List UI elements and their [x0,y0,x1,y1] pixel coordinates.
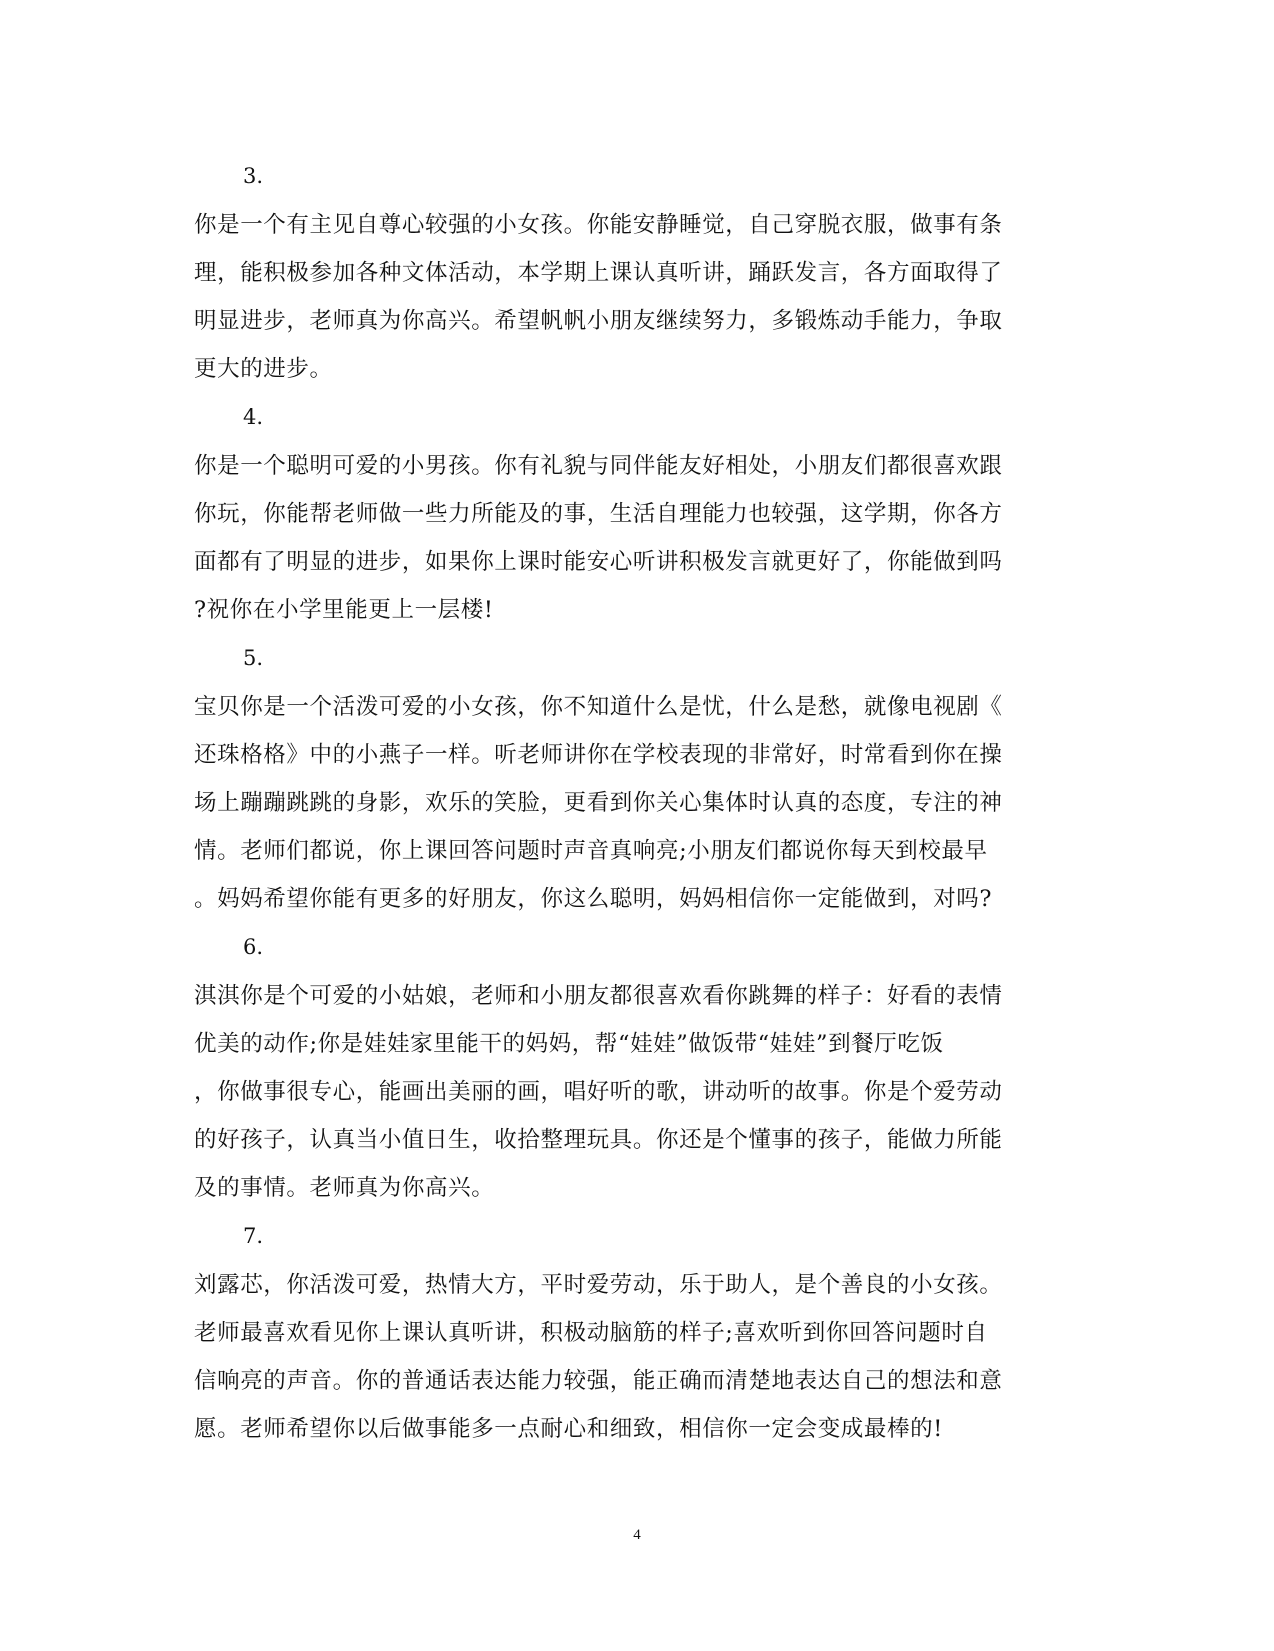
comment-section [194,634,1074,923]
paragraph-line: 淇淇你是个可爱的小姑娘，老师和小朋友都很喜欢看你跳舞的样子：好看的表情 [194,983,1003,1009]
section-number: 7. [243,1224,264,1248]
paragraph-line: 你是一个有主见自尊心较强的小女孩。你能安静睡觉，自己穿脱衣服，做事有条 [194,212,1003,238]
paragraph-line: 你玩，你能帮老师做一些力所能及的事，生活自理能力也较强，这学期，你各方 [194,501,1003,527]
section-number: 5. [243,646,264,670]
comment-section [194,1212,1074,1453]
paragraph-line: 优美的动作;你是娃娃家里能干的妈妈，帮“娃娃”做饭带“娃娃”到餐厅吃饭 [194,1031,944,1057]
paragraph-line: 及的事情。老师真为你高兴。 [194,1175,495,1201]
comment-section [194,923,1074,1212]
paragraph-line: 。妈妈希望你能有更多的好朋友，你这么聪明，妈妈相信你一定能做到，对吗? [194,886,993,912]
comment-section [194,393,1074,634]
paragraph-line: 的好孩子，认真当小值日生，收拾整理玩具。你还是个懂事的孩子，能做力所能 [194,1127,1003,1153]
section-number: 3. [243,164,264,188]
paragraph-line: 你是一个聪明可爱的小男孩。你有礼貌与同伴能友好相处，小朋友们都很喜欢跟 [194,453,1003,479]
paragraph-line: ，你做事很专心，能画出美丽的画，唱好听的歌，讲动听的故事。你是个爱劳动 [194,1079,1003,1105]
paragraph-line: 老师最喜欢看见你上课认真听讲，积极动脑筋的样子;喜欢听到你回答问题时自 [194,1320,988,1346]
paragraph-line: 更大的进步。 [194,356,333,382]
paragraph-line: 场上蹦蹦跳跳的身影，欢乐的笑脸，更看到你关心集体时认真的态度，专注的神 [194,790,1003,816]
section-number: 6. [243,935,264,959]
paragraph-line: 愿。老师希望你以后做事能多一点耐心和细致，相信你一定会变成最棒的! [194,1416,943,1442]
comment-section [194,152,1074,393]
paragraph-line: 情。老师们都说，你上课回答问题时声音真响亮;小朋友们都说你每天到校最早 [194,838,988,864]
document-body [194,152,1074,1453]
page-number: 4 [633,1527,641,1543]
paragraph-line: 理，能积极参加各种文体活动，本学期上课认真听讲，踊跃发言，各方面取得了 [194,260,1003,286]
paragraph-line: 明显进步，老师真为你高兴。希望帆帆小朋友继续努力，多锻炼动手能力，争取 [194,308,1003,334]
paragraph-line: 面都有了明显的进步，如果你上课时能安心听讲积极发言就更好了，你能做到吗 [194,549,1003,575]
section-number: 4. [243,405,264,429]
paragraph-line: ?祝你在小学里能更上一层楼! [194,597,494,623]
paragraph-line: 还珠格格》中的小燕子一样。听老师讲你在学校表现的非常好，时常看到你在操 [194,742,1003,768]
paragraph-line: 刘露芯，你活泼可爱，热情大方，平时爱劳动，乐于助人，是个善良的小女孩。 [194,1272,1003,1298]
paragraph-line: 信响亮的声音。你的普通话表达能力较强，能正确而清楚地表达自己的想法和意 [194,1368,1003,1394]
paragraph-line: 宝贝你是一个活泼可爱的小女孩，你不知道什么是忧，什么是愁，就像电视剧《 [194,694,1003,720]
